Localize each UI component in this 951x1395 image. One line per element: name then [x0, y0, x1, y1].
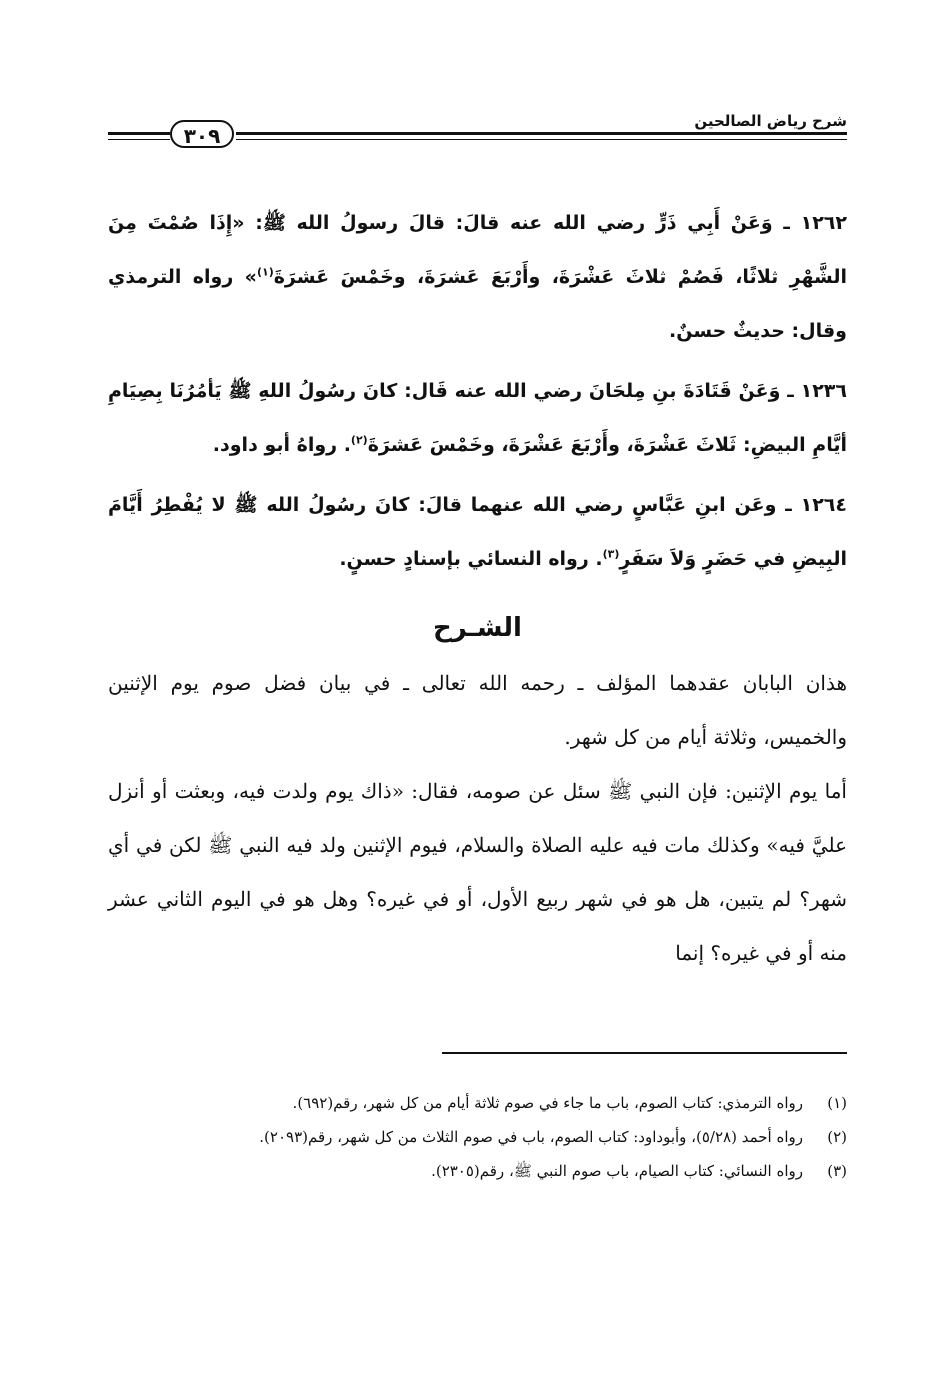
hadith-text: ١٢٣٦ ـ وَعَنْ قَتَادَةَ بنِ مِلحَانَ رضي الله عنه قَال: كانَ رسُولُ اللهِ ﷺ يَأمُرُنَا بِصِيَامِ أيَّامِ البيضِ: ثَلاثَ عَشْرَةَ، وأَرْبَعَ عَشْرَةَ، وخَمْسَ عَشرَةَ [108, 380, 847, 456]
page-body [108, 196, 847, 980]
hadith-paragraph [108, 478, 847, 586]
hadith-paragraph [108, 364, 847, 472]
footnote-number: (٣) [827, 1162, 847, 1180]
footnote-number: (٢) [827, 1128, 847, 1146]
footnote-text: رواه النسائي: كتاب الصيام، باب صوم النبي ﷺ، رقم(٢٣٠٥). [431, 1162, 803, 1180]
footnote-text: رواه الترمذي: كتاب الصوم، باب ما جاء في صوم ثلاثة أيام من كل شهر، رقم(٦٩٢). [292, 1094, 803, 1112]
explanation-paragraph: أما يوم الإثنين: فإن النبي ﷺ سئل عن صومه، فقال: «ذاك يوم ولدت فيه، وبعثت أو أنزل عليَّ فيه» وكذلك مات فيه عليه الصلاة والسلام، فيوم الإثنين ولد فيه النبي ﷺ لكن في أي شهر؟ لم يتبين، هل هو في شهر ربيع الأول، أو في غيره؟ وهل هو في اليوم الثاني عشر منه أو في غيره؟ إنما [108, 779, 847, 965]
hadith-tail: . رواه النسائي بإسنادٍ حسنٍ. [339, 548, 603, 570]
hadith-text: ١٢٦٤ ـ وعَن ابنِ عَبَّاسٍ رضي الله عنهما قالَ: كانَ رسُولُ الله ﷺ لا يُفْطِرُ أَيَّامَ البِيضِ في حَضَرٍ وَلاَ سَفَرٍ [108, 494, 847, 570]
footnote-number: (١) [827, 1094, 847, 1112]
page-number: ٣٠٩ [170, 120, 234, 148]
hadith-paragraph [108, 196, 847, 358]
running-title: شرح رياض الصالحين [694, 112, 847, 130]
footnote-marker: (١) [256, 265, 274, 279]
header-rule [108, 132, 170, 140]
footnote-separator [442, 1052, 847, 1054]
section-heading: الشـرح [433, 613, 522, 643]
hadith-tail: . رواهُ أبو داود. [212, 434, 351, 456]
hadith-tail: » رواه الترمذي وقال: حديثٌ حسنٌ. [108, 266, 847, 342]
footnote-text: رواه أحمد (٥/٢٨)، وأبوداود: كتاب الصوم، باب في صوم الثلاث من كل شهر، رقم(٢٠٩٣). [259, 1128, 803, 1146]
footnotes [108, 1088, 847, 1190]
header-rule [236, 132, 847, 140]
footnote [108, 1088, 847, 1118]
hadith-text: ١٢٦٢ ـ وَعَنْ أَبِي ذَرٍّ رضي الله عنه قالَ: قالَ رسولُ الله ﷺ: «إِذَا صُمْتَ مِنَ الشَّهْرِ ثلاثًا، فَصُمْ ثلاثَ عَشْرَةَ، وأَرْبَعَ عَشرَةَ، وخَمْسَ عَشرَةَ [108, 212, 847, 288]
footnote [108, 1156, 847, 1186]
footnote [108, 1122, 847, 1152]
explanation-paragraph: هذان البابان عقدهما المؤلف ـ رحمه الله تعالى ـ في بيان فضل صوم يوم الإثنين والخميس، وثلاثة أيام من كل شهر. [108, 671, 847, 749]
footnote-marker: (٢) [350, 433, 368, 447]
footnote-marker: (٣) [602, 547, 620, 561]
